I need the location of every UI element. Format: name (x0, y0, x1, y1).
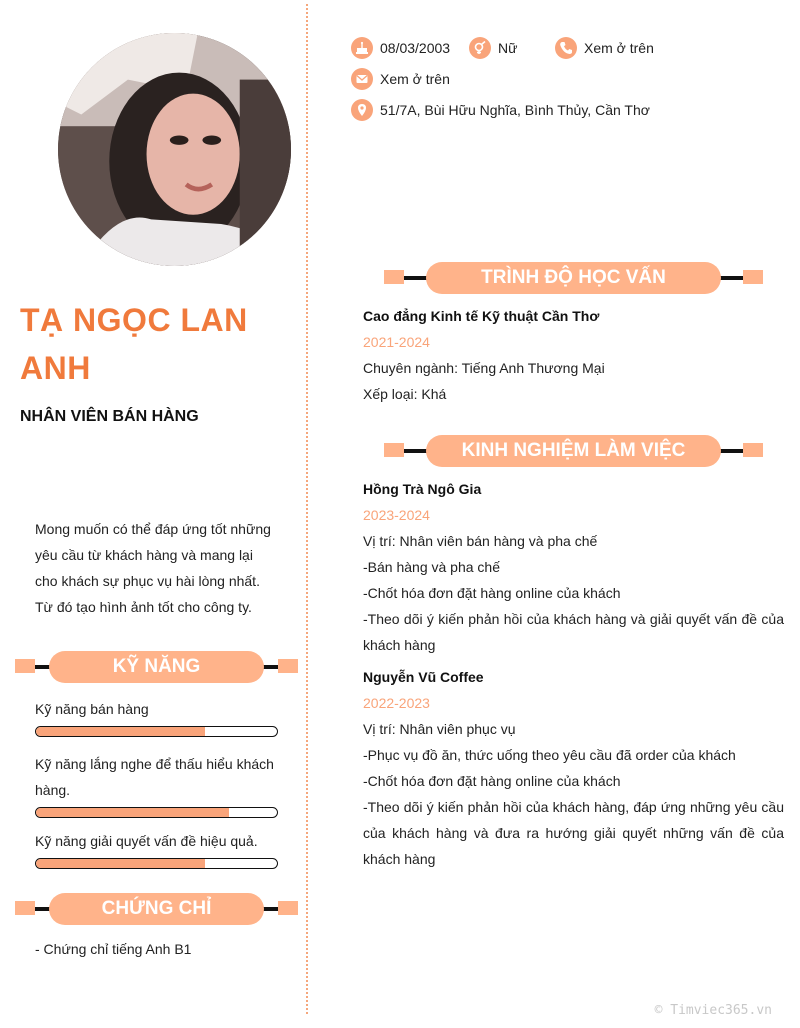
education-block (363, 303, 784, 407)
dob-text: 08/03/2003 (380, 40, 451, 56)
education-grade: Xếp loại: Khá (363, 386, 447, 402)
skills-header (15, 651, 298, 683)
education-header (384, 262, 763, 294)
email-text: Xem ở trên (380, 71, 450, 87)
experience-line: -Theo dõi ý kiến phản hồi của khách hàng và giải quyết vấn đề của khách hàng (363, 611, 784, 653)
certificate-item: - Chứng chỉ tiếng Anh B1 (35, 941, 192, 957)
skill-bar-fill (36, 859, 205, 868)
certificates-title: CHỨNG CHỈ (49, 893, 264, 925)
address-text: 51/7A, Bùi Hữu Nghĩa, Bình Thủy, Cần Thơ (380, 102, 650, 118)
email-icon (351, 68, 373, 90)
skill-item (35, 751, 278, 818)
profile-photo (58, 33, 291, 266)
experience-years: 2023-2024 (363, 507, 430, 523)
experience-line: -Chốt hóa đơn đặt hàng online của khách (363, 773, 621, 789)
footer-watermark: © Timviec365.vn (654, 1003, 772, 1018)
company-name: Nguyễn Vũ Coffee (363, 669, 484, 685)
skill-item (35, 696, 278, 737)
experience-header (384, 435, 763, 467)
contact-phone (555, 37, 654, 59)
experience-title: KINH NGHIỆM LÀM VIỆC (426, 435, 721, 467)
experience-line: -Bán hàng và pha chế (363, 559, 500, 575)
phone-text: Xem ở trên (584, 40, 654, 56)
skill-bar (35, 726, 278, 737)
experience-years: 2022-2023 (363, 695, 430, 711)
career-objective: Mong muốn có thể đáp ứng tốt những yêu cầu từ khách hàng và mang lại cho khách sự phục vụ hài lòng nhất. Từ đó tạo hình ảnh tốt cho công ty. (35, 521, 271, 615)
skill-label: Kỹ năng lắng nghe để thấu hiểu khách hàng. (35, 756, 274, 798)
skills-list (35, 696, 278, 875)
experience-item (363, 476, 784, 658)
avatar (58, 33, 291, 266)
skill-label: Kỹ năng giải quyết vấn đề hiệu quả. (35, 833, 258, 849)
school-name: Cao đẳng Kinh tế Kỹ thuật Cần Thơ (363, 308, 600, 324)
phone-icon (555, 37, 577, 59)
experience-item (363, 664, 784, 872)
education-years: 2021-2024 (363, 334, 430, 350)
skill-bar (35, 807, 278, 818)
contact-dob (351, 37, 450, 59)
skill-bar-fill (36, 727, 205, 736)
skills-title: KỸ NĂNG (49, 651, 264, 683)
job-title: NHÂN VIÊN BÁN HÀNG (20, 408, 199, 425)
contact-gender (469, 37, 517, 59)
experience-line: Vị trí: Nhân viên bán hàng và pha chế (363, 533, 598, 549)
gender-icon (469, 37, 491, 59)
skill-bar (35, 858, 278, 869)
location-icon (351, 99, 373, 121)
skill-bar-fill (36, 808, 229, 817)
experience-line: -Chốt hóa đơn đặt hàng online của khách (363, 585, 621, 601)
company-name: Hồng Trà Ngô Gia (363, 481, 482, 497)
gender-text: Nữ (498, 40, 518, 56)
skill-item (35, 828, 278, 869)
column-divider (306, 4, 308, 1014)
experience-line: -Theo dõi ý kiến phản hồi của khách hàng, đáp ứng những yêu cầu của khách hàng và đưa ra hướng giải quyết những vấn đề của khách hàng (363, 799, 784, 867)
cake-icon (351, 37, 373, 59)
candidate-name: TẠ NGỌC LAN ANH (20, 302, 248, 386)
experience-line: Vị trí: Nhân viên phục vụ (363, 721, 516, 737)
education-title: TRÌNH ĐỘ HỌC VẤN (426, 262, 721, 294)
education-major: Chuyên ngành: Tiếng Anh Thương Mại (363, 360, 605, 376)
certificates-header (15, 893, 298, 925)
skill-label: Kỹ năng bán hàng (35, 701, 149, 717)
contact-email (351, 68, 450, 90)
experience-line: -Phục vụ đồ ăn, thức uống theo yêu cầu đã order của khách (363, 747, 736, 763)
contact-address (351, 99, 650, 121)
